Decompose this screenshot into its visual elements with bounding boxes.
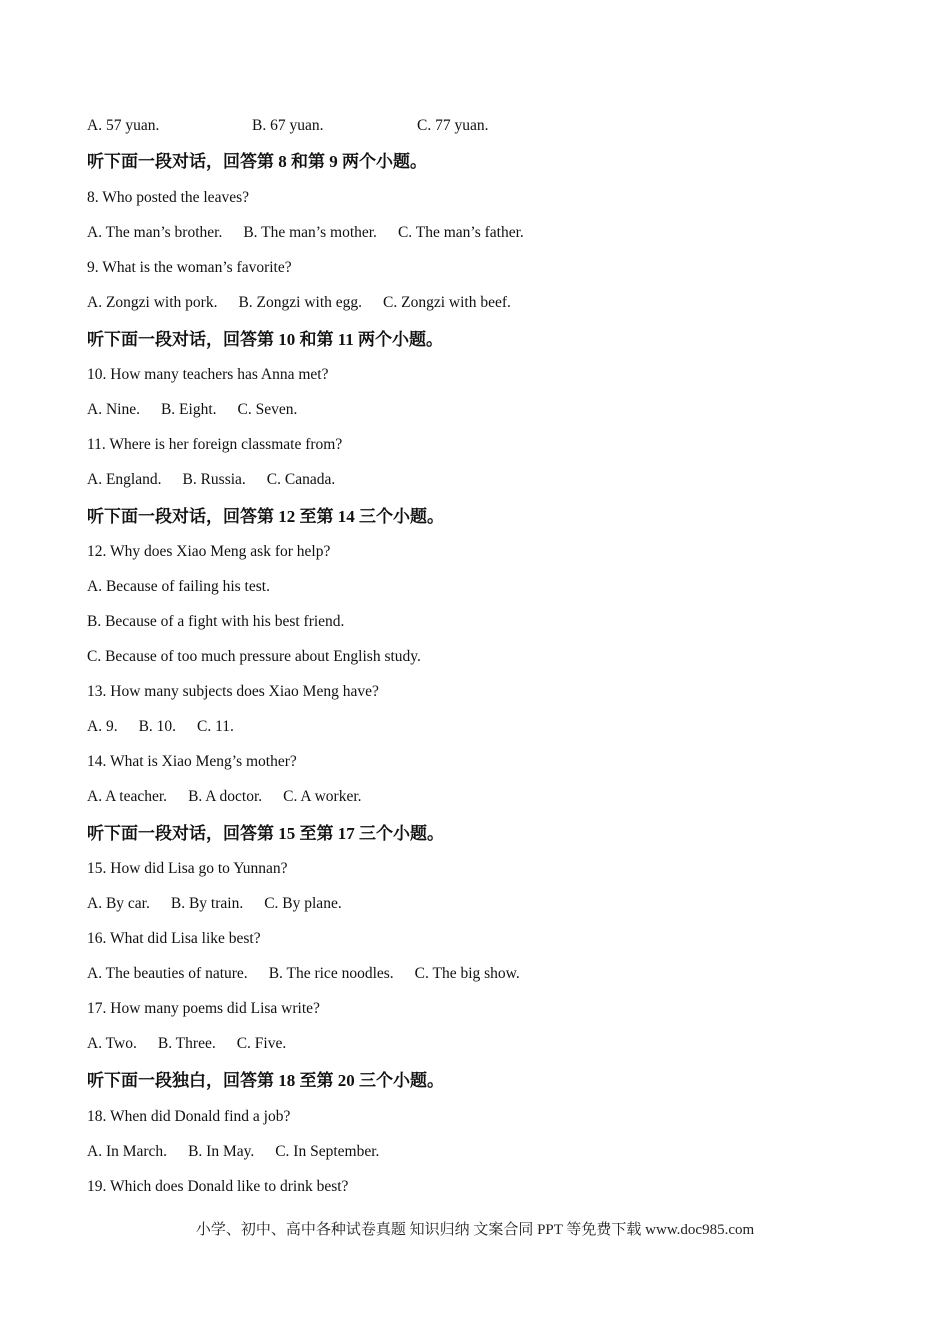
option-b: B. Eight. — [160, 401, 217, 418]
question-text: 10. How many teachers has Anna met? — [87, 366, 329, 383]
option-b: B. 10. — [138, 718, 177, 735]
question-text: 17. How many poems did Lisa write? — [87, 1000, 320, 1017]
option-a: A. Nine. — [87, 401, 140, 418]
option-a: A. The man’s brother. — [87, 224, 223, 241]
option-c: C. 77 yuan. — [417, 117, 489, 134]
section-heading: 听下面一段独白，回答第 18 至第 20 三个小题。 — [87, 1071, 444, 1090]
question-text: A. Because of failing his test. — [87, 578, 270, 595]
options-row — [87, 1142, 379, 1162]
section-heading: 听下面一段对话，回答第 15 至第 17 三个小题。 — [87, 824, 444, 843]
options-row — [87, 470, 335, 490]
question-text: B. Because of a fight with his best friend. — [87, 613, 345, 630]
options-row — [87, 894, 342, 914]
options-row — [87, 223, 524, 243]
options-row — [87, 400, 297, 420]
question-text: 14. What is Xiao Meng’s mother? — [87, 753, 297, 770]
question-text: 18. When did Donald find a job? — [87, 1108, 291, 1125]
question-text: C. Because of too much pressure about English study. — [87, 648, 421, 665]
question-text: 8. Who posted the leaves? — [87, 189, 249, 206]
question-text: 11. Where is her foreign classmate from? — [87, 436, 343, 453]
option-b: B. By train. — [170, 895, 244, 912]
section-heading: 听下面一段对话，回答第 8 和第 9 两个小题。 — [87, 152, 427, 171]
option-c: C. A worker. — [283, 788, 362, 805]
question-text: 15. How did Lisa go to Yunnan? — [87, 860, 288, 877]
option-b: B. Russia. — [182, 471, 246, 488]
option-c: C. Seven. — [237, 401, 298, 418]
option-b: B. The man’s mother. — [243, 224, 377, 241]
option-b: B. A doctor. — [188, 788, 263, 805]
option-b: B. 67 yuan. — [252, 117, 324, 134]
option-b: B. Three. — [157, 1035, 216, 1052]
question-text: 19. Which does Donald like to drink best? — [87, 1178, 349, 1195]
option-a: A. 9. — [87, 718, 118, 735]
option-a: A. Two. — [87, 1035, 137, 1052]
option-a: A. By car. — [87, 895, 150, 912]
option-c: C. Canada. — [266, 471, 336, 488]
question-text: 13. How many subjects does Xiao Meng have? — [87, 683, 379, 700]
option-a: A. A teacher. — [87, 788, 168, 805]
options-row — [87, 717, 234, 737]
question-text: 16. What did Lisa like best? — [87, 930, 261, 947]
option-c: C. The man’s father. — [397, 224, 524, 241]
question-text: 12. Why does Xiao Meng ask for help? — [87, 543, 331, 560]
options-row — [87, 1034, 286, 1054]
section-heading: 听下面一段对话，回答第 10 和第 11 两个小题。 — [87, 330, 444, 349]
option-a: A. 57 yuan. — [87, 117, 160, 134]
option-a: A. In March. — [87, 1143, 168, 1160]
options-row — [87, 116, 582, 136]
options-row — [87, 293, 511, 313]
option-c: C. The big show. — [414, 965, 520, 982]
option-a: A. England. — [87, 471, 162, 488]
option-b: B. The rice noodles. — [268, 965, 394, 982]
options-row — [87, 787, 362, 807]
option-a: A. Zongzi with pork. — [87, 294, 218, 311]
option-c: C. Five. — [236, 1035, 287, 1052]
option-c: C. Zongzi with beef. — [383, 294, 511, 311]
option-c: C. By plane. — [264, 895, 342, 912]
option-c: C. 11. — [197, 718, 234, 735]
question-text: 9. What is the woman’s favorite? — [87, 259, 292, 276]
section-heading: 听下面一段对话，回答第 12 至第 14 三个小题。 — [87, 507, 444, 526]
options-row — [87, 964, 520, 984]
option-c: C. In September. — [275, 1143, 380, 1160]
option-b: B. Zongzi with egg. — [238, 294, 363, 311]
option-a: A. The beauties of nature. — [87, 965, 248, 982]
footer-text: 小学、初中、高中各种试卷真题 知识归纳 文案合同 PPT 等免费下载 www.doc985.com — [195, 1222, 755, 1238]
option-b: B. In May. — [188, 1143, 255, 1160]
